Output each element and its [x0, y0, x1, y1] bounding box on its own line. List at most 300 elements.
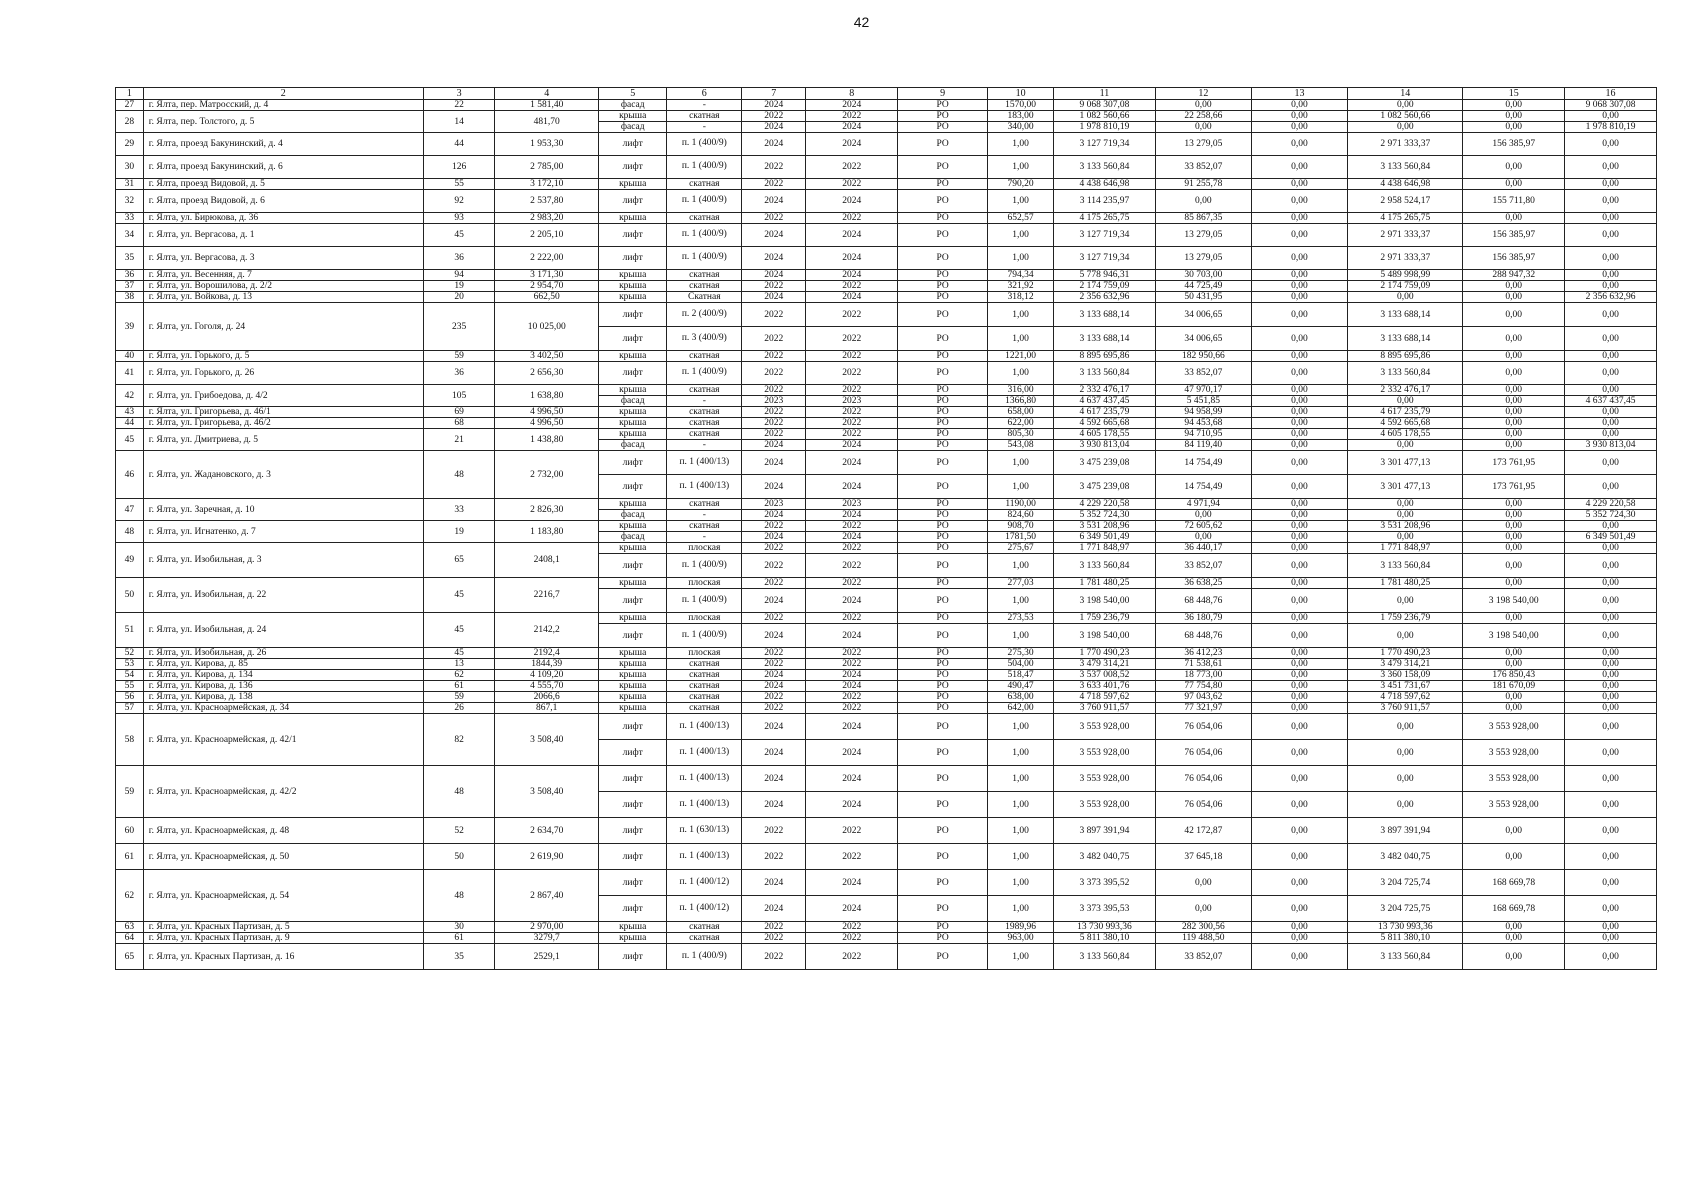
table-cell: 0,00 — [1463, 613, 1565, 624]
table-cell: 2024 — [806, 670, 898, 681]
table-cell: 27 — [116, 100, 144, 111]
table-cell: крыша — [599, 292, 667, 303]
table-cell: 2022 — [806, 327, 898, 351]
column-header: 16 — [1565, 88, 1657, 100]
table-cell: 181 670,09 — [1463, 681, 1565, 692]
table-cell: 1570,00 — [987, 100, 1053, 111]
table-cell: 2022 — [806, 613, 898, 624]
table-cell: 0,00 — [1251, 792, 1347, 818]
table-cell: г. Ялта, ул. Красноармейская, д. 42/2 — [143, 766, 423, 818]
table-cell: 3 475 239,08 — [1054, 451, 1156, 475]
table-cell: 0,00 — [1565, 521, 1657, 532]
table-cell: 2024 — [742, 510, 806, 521]
table-cell: лифт — [599, 303, 667, 327]
table-row — [116, 407, 1657, 418]
table-cell: 3 531 208,96 — [1348, 521, 1463, 532]
table-cell: 0,00 — [1565, 870, 1657, 896]
table-cell: г. Ялта, ул. Красных Партизан, д. 5 — [143, 922, 423, 933]
table-cell: 2022 — [742, 543, 806, 554]
table-cell: п. 1 (400/9) — [667, 190, 742, 213]
table-cell: 35 — [116, 247, 144, 270]
table-cell: 0,00 — [1463, 510, 1565, 521]
table-cell: 33 — [423, 499, 495, 521]
table-cell: 0,00 — [1463, 418, 1565, 429]
table-cell: 35 — [423, 944, 495, 970]
table-cell: 94 — [423, 270, 495, 281]
table-cell: 2022 — [806, 351, 898, 362]
table-cell: 0,00 — [1348, 122, 1463, 133]
table-cell: 33 852,07 — [1155, 362, 1251, 385]
table-cell: г. Ялта, пер. Толстого, д. 5 — [143, 111, 423, 133]
table-cell: 5 489 998,99 — [1348, 270, 1463, 281]
table-cell: 2022 — [742, 418, 806, 429]
table-cell: 3 171,30 — [495, 270, 599, 281]
table-cell: 47 — [116, 499, 144, 521]
table-cell: 2022 — [742, 156, 806, 179]
table-cell: п. 1 (400/9) — [667, 944, 742, 970]
table-row — [116, 351, 1657, 362]
table-cell: 30 — [116, 156, 144, 179]
table-cell: 2024 — [742, 247, 806, 270]
table-cell: РО — [898, 543, 988, 554]
table-cell: 0,00 — [1251, 133, 1347, 156]
table-cell: 36 — [423, 247, 495, 270]
table-cell: 2022 — [742, 844, 806, 870]
table-cell: 2 332 476,17 — [1054, 385, 1156, 396]
table-cell: 908,70 — [987, 521, 1053, 532]
table-row — [116, 766, 1657, 792]
table-cell: 49 — [116, 543, 144, 578]
table-cell: 14 754,49 — [1155, 475, 1251, 499]
table-cell: 0,00 — [1251, 475, 1347, 499]
table-cell: 2024 — [742, 670, 806, 681]
table-cell: 0,00 — [1348, 532, 1463, 543]
table-cell: 0,00 — [1565, 451, 1657, 475]
table-cell: 2022 — [742, 407, 806, 418]
table-cell: РО — [898, 578, 988, 589]
table-cell: 1 082 560,66 — [1054, 111, 1156, 122]
table-cell: 3 402,50 — [495, 351, 599, 362]
table-cell: 20 — [423, 292, 495, 303]
table-cell: 26 — [423, 703, 495, 714]
table-cell: 4 175 265,75 — [1348, 213, 1463, 224]
table-cell: 1 082 560,66 — [1348, 111, 1463, 122]
table-cell: 0,00 — [1251, 532, 1347, 543]
table-cell: 2024 — [806, 740, 898, 766]
table-cell: г. Ялта, ул. Изобильная, д. 24 — [143, 613, 423, 648]
table-cell: 0,00 — [1565, 281, 1657, 292]
table-cell: 0,00 — [1565, 190, 1657, 213]
table-cell: 0,00 — [1251, 543, 1347, 554]
table-cell: 56 — [116, 692, 144, 703]
table-cell: 2 174 759,09 — [1054, 281, 1156, 292]
table-cell: 2022 — [806, 418, 898, 429]
table-cell: 3 760 911,57 — [1054, 703, 1156, 714]
column-header: 6 — [667, 88, 742, 100]
table-cell: - — [667, 396, 742, 407]
table-cell: 340,00 — [987, 122, 1053, 133]
table-cell: 321,92 — [987, 281, 1053, 292]
table-cell: РО — [898, 133, 988, 156]
table-cell: 2408,1 — [495, 543, 599, 578]
table-cell: 2024 — [806, 714, 898, 740]
table-cell: 3 133 560,84 — [1348, 554, 1463, 578]
table-cell: 2022 — [806, 659, 898, 670]
table-cell: крыша — [599, 670, 667, 681]
table-cell: 4 718 597,62 — [1054, 692, 1156, 703]
table-cell: 0,00 — [1251, 122, 1347, 133]
table-cell: 2024 — [742, 624, 806, 648]
table-cell: 2 954,70 — [495, 281, 599, 292]
table-cell: 3 508,40 — [495, 766, 599, 818]
table-cell: 2022 — [806, 578, 898, 589]
table-cell: 0,00 — [1155, 532, 1251, 543]
table-cell: скатная — [667, 670, 742, 681]
table-cell: лифт — [599, 190, 667, 213]
table-cell: п. 1 (400/12) — [667, 896, 742, 922]
table-cell: 4 637 437,45 — [1565, 396, 1657, 407]
table-cell: 0,00 — [1565, 475, 1657, 499]
table-cell: 126 — [423, 156, 495, 179]
table-cell: 3 133 560,84 — [1054, 362, 1156, 385]
column-header: 5 — [599, 88, 667, 100]
table-cell: 22 258,66 — [1155, 111, 1251, 122]
table-cell: 2024 — [742, 270, 806, 281]
table-cell: 0,00 — [1565, 418, 1657, 429]
table-cell: 0,00 — [1251, 213, 1347, 224]
table-cell: РО — [898, 451, 988, 475]
table-cell: 39 — [116, 303, 144, 351]
table-cell: 0,00 — [1251, 933, 1347, 944]
table-cell: 1,00 — [987, 944, 1053, 970]
table-cell: г. Ялта, ул. Грибоедова, д. 4/2 — [143, 385, 423, 407]
table-cell: 2024 — [742, 681, 806, 692]
table-cell: 77 321,97 — [1155, 703, 1251, 714]
table-cell: 2024 — [742, 714, 806, 740]
table-cell: г. Ялта, ул. Красноармейская, д. 54 — [143, 870, 423, 922]
table-cell: 3 475 239,08 — [1054, 475, 1156, 499]
table-cell: крыша — [599, 351, 667, 362]
table-cell: 0,00 — [1565, 224, 1657, 247]
table-cell: 8 895 695,86 — [1054, 351, 1156, 362]
table-cell: 3 760 911,57 — [1348, 703, 1463, 714]
table-row — [116, 385, 1657, 396]
table-row — [116, 213, 1657, 224]
column-header: 14 — [1348, 88, 1463, 100]
table-cell: 652,57 — [987, 213, 1053, 224]
table-cell: 3 360 158,09 — [1348, 670, 1463, 681]
table-cell: 63 — [116, 922, 144, 933]
table-cell: 867,1 — [495, 703, 599, 714]
table-cell: плоская — [667, 578, 742, 589]
table-cell: 68 448,76 — [1155, 624, 1251, 648]
table-cell: г. Ялта, ул. Горького, д. 5 — [143, 351, 423, 362]
table-cell: 0,00 — [1348, 510, 1463, 521]
table-cell: п. 1 (400/13) — [667, 451, 742, 475]
table-cell: 2024 — [742, 870, 806, 896]
table-cell: 0,00 — [1348, 589, 1463, 613]
table-cell: РО — [898, 532, 988, 543]
table-cell: г. Ялта, ул. Красных Партизан, д. 9 — [143, 933, 423, 944]
table-cell: 0,00 — [1565, 896, 1657, 922]
table-cell: 5 451,85 — [1155, 396, 1251, 407]
table-cell: - — [667, 122, 742, 133]
table-cell: 45 — [116, 429, 144, 451]
table-cell: РО — [898, 499, 988, 510]
table-row — [116, 659, 1657, 670]
table-cell: 2 619,90 — [495, 844, 599, 870]
table-cell: 9 068 307,08 — [1054, 100, 1156, 111]
table-cell: 176 850,43 — [1463, 670, 1565, 681]
table-cell: плоская — [667, 648, 742, 659]
table-cell: 2 971 333,37 — [1348, 247, 1463, 270]
table-cell: 42 172,87 — [1155, 818, 1251, 844]
table-cell: 3 114 235,97 — [1054, 190, 1156, 213]
table-cell: 4 438 646,98 — [1348, 179, 1463, 190]
table-cell: 76 054,06 — [1155, 714, 1251, 740]
table-cell: 173 761,95 — [1463, 475, 1565, 499]
table-cell: крыша — [599, 111, 667, 122]
table-cell: 37 645,18 — [1155, 844, 1251, 870]
table-cell: 94 710,95 — [1155, 429, 1251, 440]
table-cell: 0,00 — [1251, 589, 1347, 613]
table-cell: лифт — [599, 224, 667, 247]
table-cell: лифт — [599, 133, 667, 156]
table-cell: 0,00 — [1565, 407, 1657, 418]
table-cell: 2024 — [742, 740, 806, 766]
table-cell: 1 438,80 — [495, 429, 599, 451]
table-cell: 2024 — [742, 100, 806, 111]
table-cell: лифт — [599, 156, 667, 179]
table-cell: 0,00 — [1251, 714, 1347, 740]
table-cell: 2024 — [742, 292, 806, 303]
table-cell: 3 133 688,14 — [1348, 327, 1463, 351]
table-cell: 0,00 — [1348, 100, 1463, 111]
table-cell: 5 811 380,10 — [1348, 933, 1463, 944]
table-cell: 0,00 — [1251, 844, 1347, 870]
table-cell: 55 — [423, 179, 495, 190]
table-cell: скатная — [667, 385, 742, 396]
table-cell: 2 826,30 — [495, 499, 599, 521]
table-cell: РО — [898, 896, 988, 922]
table-cell: п. 1 (630/13) — [667, 818, 742, 844]
table-cell: 0,00 — [1565, 589, 1657, 613]
table-cell: 0,00 — [1463, 692, 1565, 703]
table-row — [116, 281, 1657, 292]
table-cell: 1 978 810,19 — [1054, 122, 1156, 133]
table-cell: 1221,00 — [987, 351, 1053, 362]
table-cell: 2022 — [742, 613, 806, 624]
table-cell: 2 970,00 — [495, 922, 599, 933]
table-cell: 0,00 — [1565, 327, 1657, 351]
table-cell: скатная — [667, 681, 742, 692]
table-cell: лифт — [599, 896, 667, 922]
table-cell: 2 958 524,17 — [1348, 190, 1463, 213]
table-cell: 0,00 — [1565, 714, 1657, 740]
table-cell: 658,00 — [987, 407, 1053, 418]
table-cell: 3 633 401,76 — [1054, 681, 1156, 692]
table-cell: РО — [898, 418, 988, 429]
table-cell: 5 811 380,10 — [1054, 933, 1156, 944]
table-cell: РО — [898, 362, 988, 385]
table-cell: 5 352 724,30 — [1565, 510, 1657, 521]
table-row — [116, 224, 1657, 247]
table-cell: 0,00 — [1565, 179, 1657, 190]
table-cell: 0,00 — [1251, 111, 1347, 122]
table-cell: крыша — [599, 578, 667, 589]
table-cell: 0,00 — [1463, 111, 1565, 122]
table-cell: скатная — [667, 351, 742, 362]
table-cell: п. 1 (400/13) — [667, 475, 742, 499]
table-cell: 6 349 501,49 — [1565, 532, 1657, 543]
table-cell: 50 — [423, 844, 495, 870]
table-cell: 2024 — [806, 451, 898, 475]
table-cell: скатная — [667, 659, 742, 670]
table-cell: 0,00 — [1463, 385, 1565, 396]
table-row — [116, 818, 1657, 844]
table-cell: г. Ялта, проезд Бакунинский, д. 4 — [143, 133, 423, 156]
table-cell: скатная — [667, 270, 742, 281]
table-cell: 1 771 848,97 — [1054, 543, 1156, 554]
table-cell: п. 1 (400/12) — [667, 870, 742, 896]
table-cell: г. Ялта, ул. Григорьева, д. 46/1 — [143, 407, 423, 418]
table-cell: 2024 — [806, 870, 898, 896]
table-cell: 2022 — [742, 111, 806, 122]
table-cell: 0,00 — [1251, 922, 1347, 933]
table-cell: 2022 — [806, 156, 898, 179]
table-cell: 0,00 — [1251, 648, 1347, 659]
table-cell: скатная — [667, 692, 742, 703]
table-cell: 2216,7 — [495, 578, 599, 613]
table-cell: 318,12 — [987, 292, 1053, 303]
table-cell: 48 — [423, 451, 495, 499]
table-cell: 2022 — [742, 351, 806, 362]
table-row — [116, 944, 1657, 970]
table-cell: РО — [898, 670, 988, 681]
table-cell: крыша — [599, 521, 667, 532]
table-cell: 42 — [116, 385, 144, 407]
table-cell: п. 1 (400/9) — [667, 589, 742, 613]
table-cell: 1 771 848,97 — [1348, 543, 1463, 554]
table-cell: 0,00 — [1251, 362, 1347, 385]
table-cell: 1,00 — [987, 624, 1053, 648]
table-cell: 3 133 688,14 — [1054, 327, 1156, 351]
table-cell: 2 537,80 — [495, 190, 599, 213]
table-cell: 2022 — [806, 922, 898, 933]
table-cell: 2 205,10 — [495, 224, 599, 247]
table-cell: РО — [898, 933, 988, 944]
table-cell: 1,00 — [987, 844, 1053, 870]
table-cell: 0,00 — [1463, 396, 1565, 407]
table-cell: 0,00 — [1251, 385, 1347, 396]
table-row — [116, 111, 1657, 122]
table-cell: крыша — [599, 418, 667, 429]
table-cell: п. 3 (400/9) — [667, 327, 742, 351]
table-cell: 1,00 — [987, 327, 1053, 351]
table-cell: 0,00 — [1155, 122, 1251, 133]
table-cell: 13 730 993,36 — [1348, 922, 1463, 933]
table-cell: 2022 — [806, 933, 898, 944]
column-header: 2 — [143, 88, 423, 100]
table-cell: 32 — [116, 190, 144, 213]
table-cell: лифт — [599, 362, 667, 385]
table-row — [116, 100, 1657, 111]
table-cell: РО — [898, 303, 988, 327]
table-cell: 4 229 220,58 — [1565, 499, 1657, 510]
table-row — [116, 670, 1657, 681]
table-cell: 43 — [116, 407, 144, 418]
table-row — [116, 362, 1657, 385]
table-cell: 0,00 — [1565, 944, 1657, 970]
table-row — [116, 933, 1657, 944]
table-cell: 0,00 — [1155, 896, 1251, 922]
table-cell: 50 — [116, 578, 144, 613]
table-cell: 2024 — [806, 247, 898, 270]
table-cell: РО — [898, 703, 988, 714]
table-cell: 68 — [423, 418, 495, 429]
table-cell: лифт — [599, 554, 667, 578]
table-cell: РО — [898, 870, 988, 896]
table-cell: 1 759 236,79 — [1348, 613, 1463, 624]
table-cell: 3 133 560,84 — [1348, 362, 1463, 385]
table-cell: 0,00 — [1463, 100, 1565, 111]
table-cell: 45 — [423, 648, 495, 659]
table-cell: г. Ялта, ул. Вергасова, д. 1 — [143, 224, 423, 247]
column-header: 12 — [1155, 88, 1251, 100]
table-row — [116, 613, 1657, 624]
table-cell: 1844,39 — [495, 659, 599, 670]
table-cell: г. Ялта, пер. Матросский, д. 4 — [143, 100, 423, 111]
table-cell: лифт — [599, 844, 667, 870]
table-row — [116, 133, 1657, 156]
table-cell: 805,30 — [987, 429, 1053, 440]
table-cell: 2022 — [742, 327, 806, 351]
table-cell: 1,00 — [987, 740, 1053, 766]
table-cell: 33 852,07 — [1155, 554, 1251, 578]
table-cell: 4 996,50 — [495, 418, 599, 429]
table-cell: 2022 — [806, 385, 898, 396]
table-cell: 0,00 — [1251, 407, 1347, 418]
table-row — [116, 499, 1657, 510]
table-cell: 0,00 — [1251, 692, 1347, 703]
table-cell: 0,00 — [1155, 190, 1251, 213]
table-cell: 29 — [116, 133, 144, 156]
repair-schedule-table — [115, 87, 1657, 970]
table-cell: 3 553 928,00 — [1054, 714, 1156, 740]
table-cell: п. 1 (400/13) — [667, 792, 742, 818]
table-cell: плоская — [667, 613, 742, 624]
table-cell: г. Ялта, ул. Изобильная, д. 22 — [143, 578, 423, 613]
table-cell: 155 711,80 — [1463, 190, 1565, 213]
table-cell: крыша — [599, 659, 667, 670]
table-cell: 85 867,35 — [1155, 213, 1251, 224]
table-cell: 3 482 040,75 — [1054, 844, 1156, 870]
table-cell: 2024 — [806, 292, 898, 303]
table-cell: лифт — [599, 247, 667, 270]
table-cell: 2024 — [742, 766, 806, 792]
table-cell: 60 — [116, 818, 144, 844]
table-cell: 0,00 — [1463, 327, 1565, 351]
table-cell: 2022 — [806, 692, 898, 703]
table-cell: 1 638,80 — [495, 385, 599, 407]
table-cell: 2022 — [742, 213, 806, 224]
table-cell: 76 054,06 — [1155, 740, 1251, 766]
table-cell: РО — [898, 475, 988, 499]
table-cell: РО — [898, 440, 988, 451]
table-cell: 3 301 477,13 — [1348, 475, 1463, 499]
table-cell: 2022 — [806, 213, 898, 224]
table-cell: 34 006,65 — [1155, 327, 1251, 351]
